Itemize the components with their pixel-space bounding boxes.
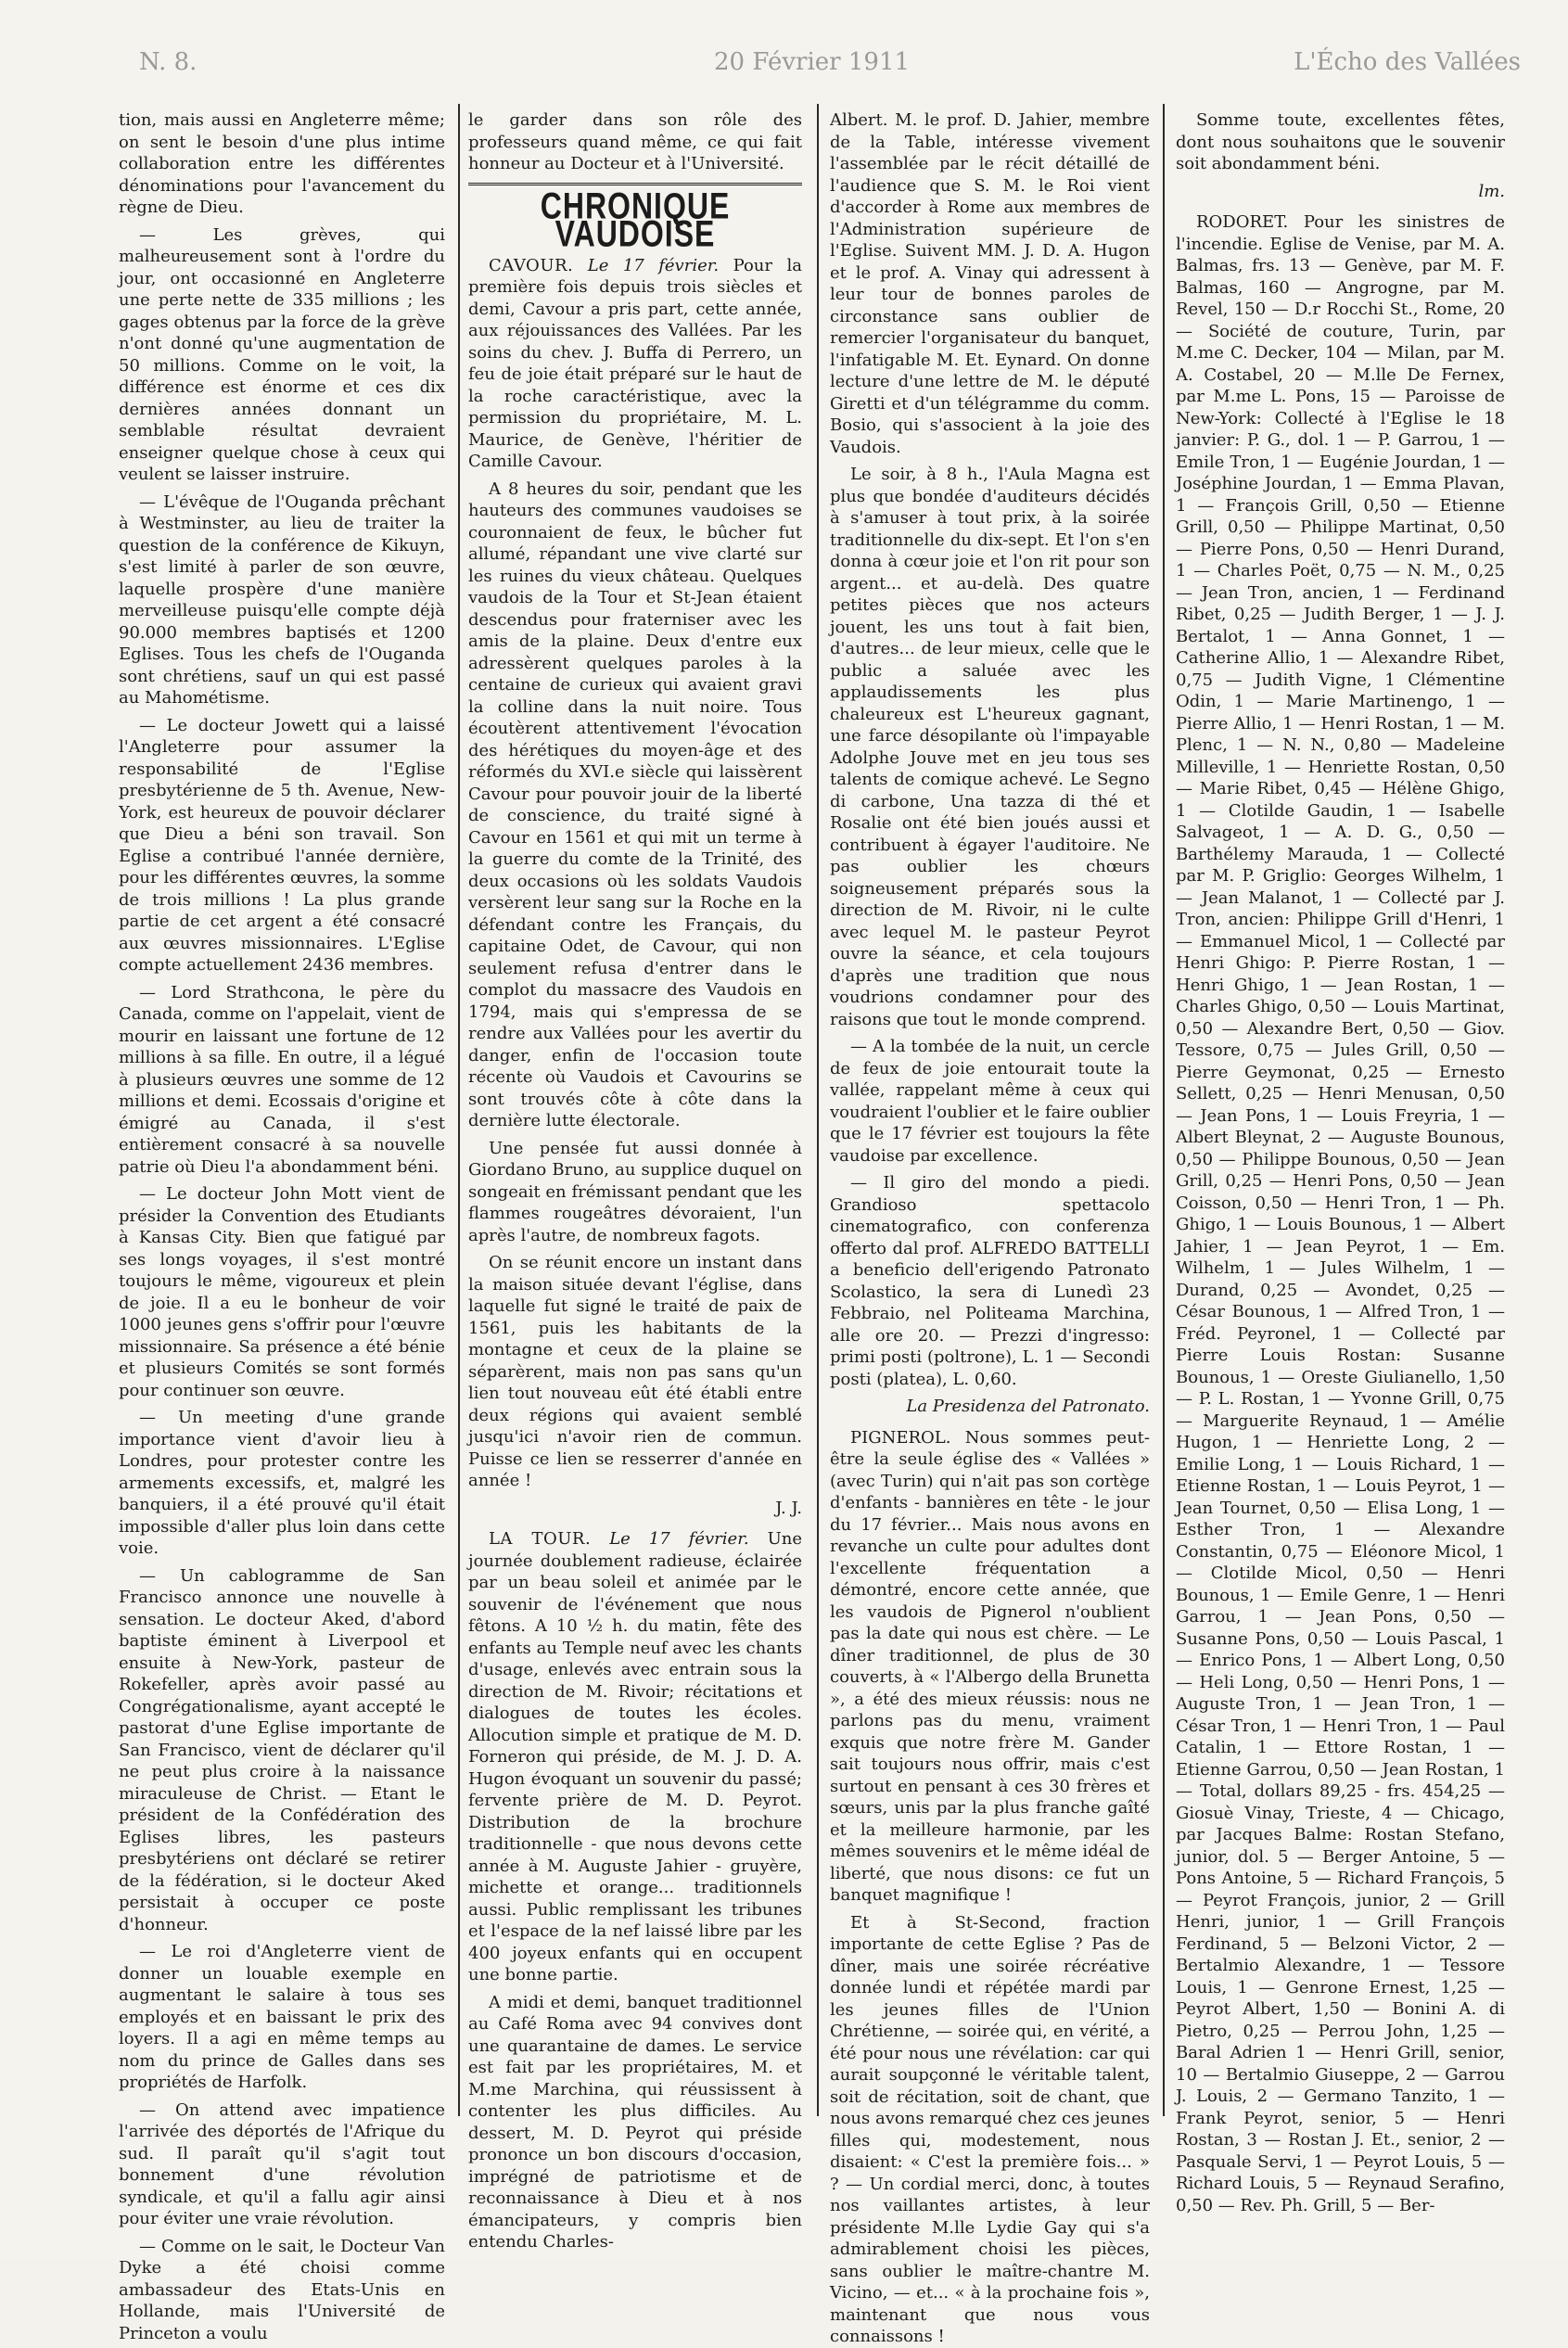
- paragraph: Albert. M. le prof. D. Jahier, membre de la Table, intéresse vivement l'assemblée par le récit détaillé de l'audience que S. M. le Roi vient d'accorder à Rome aux membres de l'Administration supérieure de l'Eglise. Suivent MM. J. D. A. Hugon et le prof. A. Vinay qui adressent à leur tour de bonnes paroles de circonstance sans oublier de remercier l'organisateur du banquet, l'infatigable M. Et. Eynard. On donne lecture d'une lettre de M. le député Giretti et d'un télégramme du comm. Bosio, qui s'associent à la joie des Vaudois.: [830, 110, 1150, 457]
- column-divider: [817, 104, 819, 2116]
- signature: J. J.: [775, 1498, 802, 1518]
- issue-number: N. 8.: [139, 48, 198, 76]
- paragraph: RODORET. Pour les sinistres de l'incendie. Eglise de Venise, par M. A. Balmas, frs. 13 — Genève, par M. F. Balmas, 160 — Angrogne, par M. Revel, 150 — D.r Rocchi St., Rome, 20 — Société de couture, Turin, par M.me C. Decker, 104 — Milan, par M. A. Costabel, 20 — M.lle De Fernex, par M.me L. Pons, 15 — Paroisse de New-York: Collecté à l'Eglise le 18 janvier: P. G., dol. 1 — P. Garrou, 1 — Emile Tron, 1 — Eugénie Jourdan, 1 — Joséphine Jourdan, 1 — Emma Plavan, 1 — François Grill, 0,50 — Etienne Grill, 0,50 — Philippe Martinat, 0,50 — Pierre Pons, 0,50 — Henri Durand, 1 — Charles Poët, 0,75 — N. M., 0,25 — Jean Tron, ancien, 1 — Ferdinand Ribet, 0,25 — Judith Berger, 1 — J. J. Bertalot, 1 — Anna Gonnet, 1 — Catherine Allio, 1 — Alexandre Ribet, 0,75 — Judith Vigne, 1 Clémentine Odin, 1 — Marie Martinengo, 1 — Pierre Allio, 1 — Henri Rostan, 1 — M. Plenc, 1 — N. N., 0,80 — Madeleine Milleville, 1 — Henriette Rostan, 0,50 — Marie Ribet, 0,45 — Hélène Ghigo, 1 — Clotilde Gaudin, 1 — Isabelle Salvageot, 1 — A. D. G., 0,50 — Barthélemy Marauda, 1 — Collecté par M. P. Griglio: Georges Wilhelm, 1 — Jean Malanot, 1 — Collecté par J. Tron, ancien: Philippe Grill d'Henri, 1 — Emmanuel Micol, 1 — Collecté par Henri Ghigo: P. Pierre Rostan, 1 — Henri Ghigo, 1 — Jean Rostan, 1 — Charles Ghigo, 0,50 — Louis Martinat, 0,50 — Alexandre Bert, 0,50 — Giov. Tessore, 0,75 — Jules Grill, 0,50 — Pierre Geymonat, 0,25 — Ernesto Sellett, 0,25 — Henri Menusan, 0,50 — Jean Pons, 1 — Louis Freyria, 1 — Albert Bleynat, 2 — Auguste Bounous, 0,50 — Philippe Bounous, 0,50 — Jean Grill, 0,25 — Henri Pons, 0,50 — Jean Coisson, 0,50 — Henri Tron, 1 — Ph. Ghigo, 1 — Louis Bounous, 1 — Albert Jahier, 1 — Jean Peyrot, 1 — Em. Wilhelm, 1 — Jules Wilhelm, 1 — Durand, 0,25 — Avondet, 0,25 — César Bounous, 1 — Alfred Tron, 1 — Fréd. Peyronel, 1 — Collecté par Pierre Louis Rostan: Susanne Bounous, 1 — Oreste Giulianello, 1,50 — P. L. Rostan, 1 — Yvonne Grill, 0,75 — Marguerite Reynaud, 1 — Amélie Hugon, 1 — Henriette Long, 2 — Emilie Long, 1 — Louis Richard, 1 — Etienne Rostan, 1 — Louis Peyrot, 1 — Jean Tournet, 0,50 — Elisa Long, 1 — Esther Tron, 1 — Alexandre Constantin, 0,75 — Eléonore Micol, 1 — Clotilde Micol, 0,50 — Henri Bounous, 1 — Emile Genre, 1 — Henri Garrou, 1 — Jean Pons, 0,50 — Susanne Pons, 0,50 — Louis Pascal, 1 — Enrico Pons, 1 — Albert Long, 0,50 — Heli Long, 0,50 — Henri Pons, 1 — Auguste Tron, 1 — Jean Tron, 1 — César Tron, 1 — Henri Tron, 1 — Paul Catalin, 1 — Ettore Rostan, 1 — Etienne Garrou, 0,50 — Jean Rostan, 1 — Total, dollars 89,25 - frs. 454,25 — Giosuè Vinay, Trieste, 4 — Chicago, par Jacques Balme: Rostan Stefano, junior, dol. 5 — Berger Antoine, 5 — Pons Antoine, 5 — Richard François, 5 — Peyrot François, junior, 2 — Grill Henri, junior, 1 — Grill François Ferdinand, 5 — Belzoni Victor, 2 — Bertalmio Alexandre, 1 — Tessore Louis, 1 — Genrone Ernest, 1,25 — Peyrot Albert, 1,50 — Bonini A. di Pietro, 0,25 — Perrou John, 1,25 — Baral Adrien 1 — Henri Grill, senior, 10 — Bertalmio Giuseppe, 2 — Garrou J. Louis, 2 — Germano Tanzito, 1 — Frank Peyrot, senior, 5 — Henri Rostan, 3 — Rostan J. Et., senior, 2 — Pasquale Servi, 1 — Peyrot Louis, 5 — Richard Louis, 5 — Reynaud Serafino, 0,50 — Rev. Ph. Grill, 5 — Ber-: [1176, 212, 1505, 2215]
- paragraph: — L'évêque de l'Ouganda prêchant à Westminster, au lieu de traiter la question de la conférence de Kikuyn, s'est limité à parler de son œuvre, laquelle prospère d'une manière merveilleuse puisqu'elle compte déjà 90.000 membres baptisés et 1200 Eglises. Tous les chefs de l'Ouganda sont chrétiens, sauf un qui est passé au Mahométisme.: [119, 491, 445, 708]
- paragraph: — Les grèves, qui malheureusement sont à l'ordre du jour, ont occasionné en Angleterre une perte nette de 335 millions ; les gages obtenus par la force de la grève n'ont donné qu'une augmentation de 50 millions. Comme on le voit, la différence est énorme et ces dix dernières années donnant un semblable résultat devraient enseigner quelque chose à ceux qui veulent se laisser instruire.: [119, 224, 445, 484]
- paragraph: — A la tombée de la nuit, un cercle de feux de joie entourait toute la vallée, rappelant même à ceux qui voudraient l'oublier et le faire oublier que le 17 février est toujours la fête vaudoise par excellence.: [830, 1037, 1150, 1166]
- column-2: [468, 109, 802, 2252]
- paragraph: le garder dans son rôle des professeurs quand même, ce qui fait honneur au Docteur et à l'Université.: [468, 110, 802, 173]
- paragraph: Et à St-Second, fraction importante de cette Eglise ? Pas de dîner, mais une soirée récréative donnée lundi et répétée mardi par les jeunes filles de l'Union Chrétienne, — soirée qui, en vérité, a été pour nous une révélation: car qui aurait soupçonné le véritable talent, soit de récitation, soit de chant, que nous avons remarqué chez ces jeunes filles qui, modestement, nous disaient: « C'est la première fois... » ? — Un cordial merci, donc, à toutes nos vaillantes artistes, à leur présidente M.lle Lydie Gay qui s'a admirablement choisi les pièces, sans oublier le maître-chantre M. Vicino, — et... « à la prochaine fois », maintenant que nous vous connaissons !: [830, 1912, 1150, 2346]
- paragraph: A 8 heures du soir, pendant que les hauteurs des communes vaudoises se couronnaient de feux, le bûcher fut allumé, répandant une vive clarté sur les ruines du vieux château. Quelques vaudois de la Tour et St-Jean étaient descendus pour fraterniser avec les amis de la plaine. Deux d'entre eux adressèrent quelques paroles à la centaine de curieux qui avaient gravi la colline dans la nuit noire. Tous écoutèrent attentivement l'évocation des hérétiques du moyen-âge et des réformés du XVI.e siècle qui laissèrent Cavour pour pouvoir jouir de la liberté de conscience, du traité signé à Cavour en 1561 et qui mit un terme à la guerre du comte de la Trinité, des deux occasions où les soldats Vaudois versèrent leur sang sur la Roche en la défendant contre les Français, du capitaine Odet, de Cavour, qui non seulement refusa d'entrer dans le complot du massacre des Vaudois en 1794, mais qui s'empressa de se rendre aux Vallées pour les avertir du danger, enfin de l'occasion toute récente où Vaudois et Cavourins se sont trouvés côte à côte dans la dernière lutte électorale.: [468, 479, 802, 1130]
- newspaper-name: L'Écho des Vallées: [1294, 48, 1521, 76]
- article-date: Le 17 février.: [587, 255, 720, 275]
- column-divider: [1163, 104, 1165, 2116]
- signature: lm.: [1478, 181, 1505, 201]
- column-1: [119, 109, 445, 2343]
- paragraph: — Un meeting d'une grande importance vient d'avoir lieu à Londres, pour protester contre les armements excessifs, et, malgré les banquiers, il a été prouvé qu'il était impossible d'aller plus loin dans cette voie.: [119, 1408, 445, 1558]
- paragraph: [468, 255, 802, 473]
- paragraph: — Un cablogramme de San Francisco annonce une nouvelle à sensation. Le docteur Aked, d'abord baptiste éminent à Liverpool et ensuite à New-York, pasteur de Rokefeller, après avoir passé au Congrégationalisme, ayant accepté le pastorat d'une Eglise importante de San Francisco, vient de déclarer qu'il ne peut plus croire à la naissance miraculeuse de Christ. — Etant le président de la Confédération des Eglises libres, les pasteurs presbytériens ont déclaré se retirer de la fédération, si le docteur Aked persistait à occuper ce poste d'honneur.: [119, 1565, 445, 1934]
- paragraph: — Lord Strathcona, le père du Canada, comme on l'appelait, vient de mourir en laissant une fortune de 12 millions à sa fille. En outre, il a légué à plusieurs œuvres une somme de 12 millions et demi. Ecossais d'origine et émigré au Canada, il s'est entièrement consacré à sa nouvelle patrie où Dieu l'a abondamment béni.: [119, 982, 445, 1177]
- article-date: Le 17 février.: [609, 1529, 749, 1549]
- section-title: CHRONIQUE VAUDOISE: [540, 184, 731, 254]
- paragraph: — Le docteur John Mott vient de présider la Convention des Etudiants à Kansas City. Bien que fatigué par ses longs voyages, il s'est montré toujours le même, vigoureux et plein de joie. Il a eu le bonheur de voir 1000 jeunes gens s'offrir pour l'œuvre missionnaire. Sa présence a été bénie et plusieurs Comités se sont formés pour continuer son œuvre.: [119, 1184, 445, 1400]
- paragraph: PIGNEROL. Nous sommes peut-être la seule église des « Vallées » (avec Turin) qui n'ait pas son cortège d'enfants - bannières en tête - le jour du 17 février... Mais nous avons en revanche un culte pour adultes dont l'excellente fréquentation a démontré, encore cette année, que les vaudois de Pignerol n'oublient pas la date qui nous est chère. — Le dîner traditionnel, de plus de 30 couverts, à « l'Albergo della Brunetta », a été des mieux réussis: nous ne parlons pas du menu, vraiment exquis que notre frère M. Gander sait toujours nous offrir, mais c'est surtout en pensant à ces 30 frères et sœurs, unis par la plus franche gaîté et la meilleure harmonie, par les mêmes souvenirs et le même idéal de liberté, que nous disons: ce fut un banquet magnifique !: [830, 1427, 1150, 1905]
- paragraph: — On attend avec impatience l'arrivée des déportés de l'Afrique du sud. Il paraît qu'il s'agit tout bonnement d'une révolution syndicale, et qu'il a fallu agir ainsi pour éviter une vraie révolution.: [119, 2099, 445, 2228]
- paragraph: — Le roi d'Angleterre vient de donner un louable exemple en augmentant le salaire à tous ses employés et en baissant le prix des loyers. Il a agi en même temps au nom du prince de Galles dans ses propriétés de Harfolk.: [119, 1942, 445, 2092]
- paragraph-text: Une journée doublement radieuse, éclairée par un beau soleil et animée par le souvenir de l'événement que nous fêtons. A 10 ½ h. du matin, fête des enfants au Temple neuf avec les chants d'usage, enlevés avec entrain sous la direction de M. Rivoir; récitations et dialogues de toutes les écoles. Allocution simple et pratique de M. D. Forneron qui préside, de M. J. D. A. Hugon évoquant un souvenir du passé; fervente prière de M. D. Peyrot. Distribution de la brochure traditionnelle - que nous devons cette année à M. Auguste Jahier - gruyère, michette et orange... traditionnels aussi. Public remplissant les tribunes et l'espace de la nef laissé libre par les 400 joyeux enfants qui en occupent une bonne partie.: [468, 1529, 802, 1984]
- paragraph: Une pensée fut aussi donnée à Giordano Bruno, au supplice duquel on songeait en frémissant pendant que les flammes rougeâtres dévoraient, l'un après l'autre, de nombreux fagots.: [468, 1138, 802, 1245]
- paragraph: On se réunit encore un instant dans la maison située devant l'église, dans laquelle fut signé le traité de paix de 1561, puis les habitants de la montagne et ceux de la plaine se séparèrent, mais non pas sans qu'un lien tout nouveau eût été établi entre deux régions qui avaient semblé jusqu'ici n'avoir rien de commun. Puisse ce lien se resserrer d'année en année !: [468, 1253, 802, 1490]
- column-3: [830, 109, 1150, 2346]
- signature: La Presidenza del Patronato.: [906, 1397, 1150, 1416]
- place-name: LA TOUR.: [489, 1529, 592, 1549]
- paragraph: Somme toute, excellentes fêtes, dont nous souhaitons que le souvenir soit abondamment béni.: [1176, 110, 1505, 173]
- paragraph: A midi et demi, banquet traditionnel au Café Roma avec 94 convives dont une quarantaine de dames. Le service est fait par les propriétaires, M. et M.me Marchina, qui réussissent à contenter les plus difficiles. Au dessert, M. D. Peyrot qui préside prononce un bon discours d'occasion, imprégné de patriotisme et de reconnaissance à Dieu et à nos émancipateurs, y compris bien entendu Charles-: [468, 1992, 802, 2252]
- paragraph: tion, mais aussi en Angleterre même; on sent le besoin d'une plus intime collaboration entre les différentes dénominations pour l'avancement du règne de Dieu.: [119, 110, 445, 217]
- paragraph: — Il giro del mondo a piedi. Grandioso spettacolo cinematografico, con conferenza offerto dal prof. ALFREDO BATTELLI a beneficio dell'erigendo Patronato Scolastico, la sera di Lunedì 23 Febbraio, nel Politeama Marchina, alle ore 20. — Prezzi d'ingresso: primi posti (poltrone), L. 1 — Secondi posti (platea), L. 0,60.: [830, 1173, 1150, 1389]
- column-divider: [458, 104, 460, 2116]
- paragraph-text: Pour la première fois depuis trois siècles et demi, Cavour a pris part, cette année, aux réjouissances des Vallées. Par les soins du chev. J. Buffa di Perrero, un feu de joie était préparé sur le haut de la roche caractéristique, avec la permission du propriétaire, M. L. Maurice, de Genève, l'héritier de Camille Cavour.: [468, 255, 802, 471]
- column-4: [1176, 109, 1505, 2215]
- paragraph: — Le docteur Jowett qui a laissé l'Angleterre pour assumer la responsabilité de l'Eglise presbytérienne de 5 th. Avenue, New-York, est heureux de pouvoir déclarer que Dieu a béni son travail. Son Eglise a contribué l'année dernière, pour les différentes œuvres, la somme de trois millions ! La plus grande partie de cet argent a été consacré aux œuvres missionnaires. L'Eglise compte actuellement 2436 membres.: [119, 715, 445, 975]
- issue-date: 20 Février 1911: [714, 48, 911, 76]
- paragraph: — Comme on le sait, le Docteur Van Dyke a été choisi comme ambassadeur des Etats-Unis en Hollande, mais l'Université de Princeton a voulu: [119, 2236, 445, 2343]
- page-header: [139, 45, 1539, 80]
- paragraph: Le soir, à 8 h., l'Aula Magna est plus que bondée d'auditeurs décidés à s'amuser à tout prix, à la soirée traditionnelle du dix-sept. Et l'on s'en donna à cœur joie et l'on rit pour son argent... et au-delà. Des quatre petites pièces que nos acteurs jouent, les uns tout à fait bien, d'autres... de leur mieux, celle que le public a saluée avec les applaudissements les plus chaleureux est L'heureux gagnant, une farce désopilante où l'impayable Adolphe Jouve met en jeu tous ses talents de comique achevé. Le Segno di carbone, Una tazza di thé et Rosalie ont été bien joués aussi et contribuent à égayer l'auditoire. Ne pas oublier les chœurs soigneusement préparés sous la direction de M. Rivoir, ni le culte avec lequel M. le pasteur Peyrot ouvre la séance, et cela toujours d'après une tradition que nous voudrions condamner pour des raisons que tout le monde comprend.: [830, 465, 1150, 1029]
- place-name: CAVOUR.: [489, 255, 574, 275]
- paragraph: [468, 1528, 802, 1986]
